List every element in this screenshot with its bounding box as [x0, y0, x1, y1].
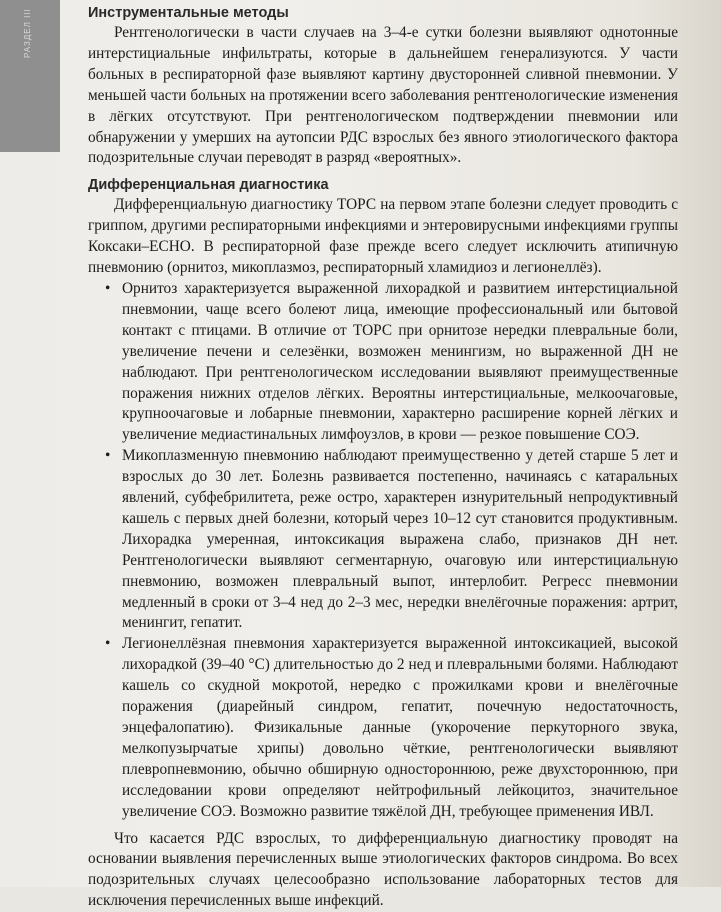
- differential-bullet-list: [88, 279, 678, 823]
- bullet-item-legionella: [105, 634, 678, 822]
- bullet-marker: •: [105, 447, 111, 465]
- section-side-tab: [0, 0, 60, 152]
- paragraph-radiology: Рентгенологически в части случаев на 3–4-е сутки болезни выявляют однотонные интерстициальные инфильтраты, которые в дальнейшем генерализуются. У части больных в респираторной фазе выявляют картину двусторонней сливной пневмонии. У меньшей части больных на протяжении всего заболевания рентгенологические изменения в лёгких отсутствуют. При рентгенологическом подтверждении пневмонии или обнаружении у умерших на аутопсии РДС взрослых без явного этиологического фактора подозрительные случаи переводят в разряд «вероятных».: [88, 24, 678, 167]
- page-content: [88, 3, 678, 912]
- bullet-text: Орнитоз характеризуется выраженной лихорадкой и развитием интерстициальной пневмонии, чаще всего болеют лица, имеющие профессиональный или бытовой контакт с птицами. В отличие от ТОРС при орнитозе нередки плевральные боли, увеличение печени и селезёнки, возможен менингизм, но выраженной ДН не наблюдают. При рентгенологическом исследовании выявляют преимущественные поражения нижних отделов лёгких. Вероятны интерстициальные, мелкоочаговые, крупноочаговые и лобарные пневмонии, характерно расширение корней лёгких и увеличение медиастинальных лимфоузлов, в крови — резкое повышение СОЭ.: [122, 279, 678, 444]
- bullet-text: Микоплазменную пневмонию наблюдают преимущественно у детей старше 5 лет и взрослых до 30 лет. Болезнь развивается постепенно, начинаясь с катаральных явлений, субфебрилитета, реже остро, характерен изнурительный непродуктивный кашель с первых дней болезни, который через 10–12 сут становится продуктивным. Лихорадка умеренная, интоксикация выражена слабо, признаков ДН нет. Рентгенологически выявляют сегментарную, очаговую или интерстициальную пневмонию, возможен плевральный выпот, интерлобит. Регресс пневмонии медленный в сроки от 3–4 нед до 2–3 мес, нередки внелёгочные поражения: артрит, менингит, гепатит.: [122, 447, 678, 632]
- bullet-text: Легионеллёзная пневмония характеризуется выраженной интоксикацией, высокой лихорадкой (39–40 °С) длительностью до 2 нед и плевральными болями. Наблюдают кашель со скудной мокротой, нередко с прожилками крови и внелёгочные поражения (диарейный синдром, гепатит, почечную недостаточность, энцефалопатию). Физикальные данные (укорочение перкуторного звука, мелкопузырчатые хрипы) довольно чёткие, рентгенологически выявляют плевропневмонию, обычно обширную одностороннюю, реже двухстороннюю, при исследовании крови определяют нейтрофильный лейкоцитоз, значительное увеличение СОЭ. Возможно развитие тяжёлой ДН, требующее применения ИВЛ.: [122, 635, 678, 820]
- paragraph-differential-intro: Дифференциальную диагностику ТОРС на первом этапе болезни следует проводить с гриппом, другими респираторными инфекциями и энтеровирусными инфекциями группы Коксаки–ЕСНО. В респираторной фазе прежде всего следует исключить атипичную пневмонию (орнитоз, микоплазмоз, респираторный хламидиоз и легионеллёз).: [88, 196, 678, 277]
- bullet-marker: •: [105, 279, 111, 297]
- section-side-tab-label: РАЗДЕЛ III: [23, 8, 32, 58]
- heading-differential-diagnosis: Дифференциальная диагностика: [88, 177, 329, 194]
- bullet-marker: •: [105, 635, 111, 653]
- section-differential-diagnosis: [88, 175, 678, 912]
- heading-instrumental-methods: Инструментальные методы: [88, 5, 289, 21]
- section-instrumental-methods: [88, 3, 678, 169]
- bullet-item-ornithosis: [105, 279, 678, 446]
- bullet-item-mycoplasma: [105, 446, 678, 634]
- paragraph-ards-closing: Что касается РДС взрослых, то дифференциальную диагностику проводят на основании выявления перечисленных выше этиологических факторов синдрома. Во всех подозрительных случаях целесообразно использование лабораторных тестов для исключения перечисленных выше инфекций.: [88, 829, 678, 910]
